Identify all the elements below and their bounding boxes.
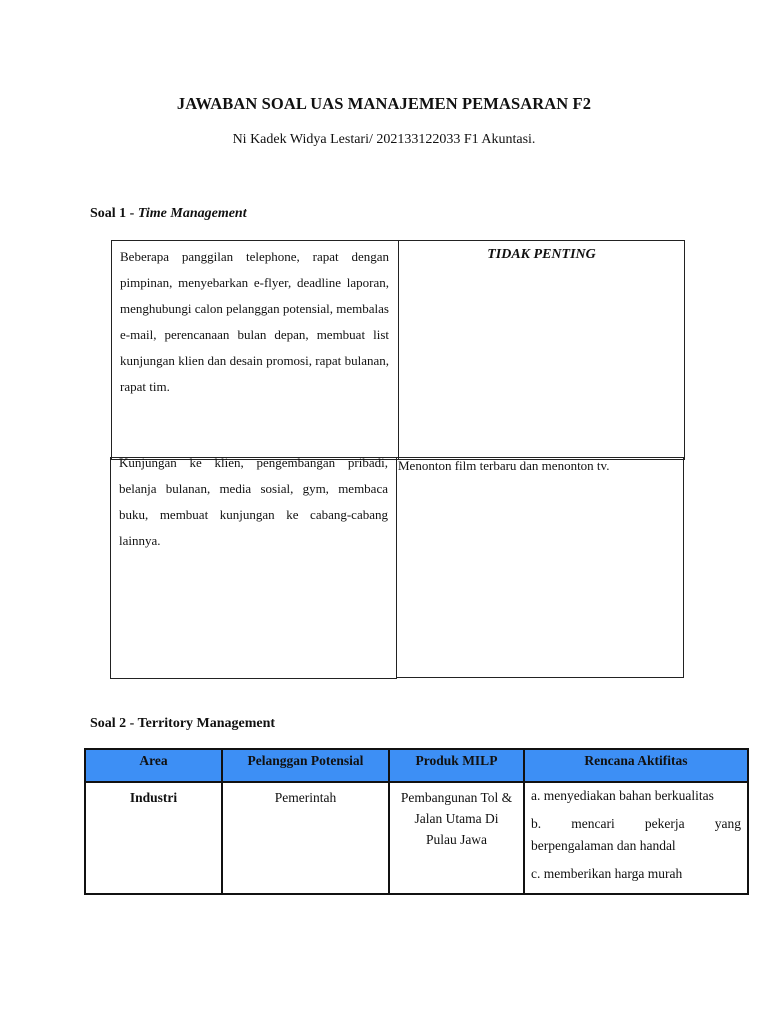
quadrant-top-right-heading: TIDAK PENTING xyxy=(487,247,596,262)
list-item: b. mencari pekerja yang berpengalaman dan handal xyxy=(531,816,741,853)
cell-produk-text: Pembangunan Tol & Jalan Utama Di Pulau Jawa xyxy=(400,790,513,847)
column-header-area: Area xyxy=(85,749,222,782)
territory-table xyxy=(84,748,749,895)
cell-aktifitas xyxy=(524,782,748,894)
quadrant-top-left-text: Beberapa panggilan telephone, rapat dengan pimpinan, menyebarkan e-flyer, deadline laporan, menghubungi calon pelanggan potensial, membalas e-mail, perencanaan bulan depan, membuat list kunjungan klien dan desain promosi, rapat bulanan, rapat tim. xyxy=(120,249,389,394)
column-header-pelanggan: Pelanggan Potensial xyxy=(222,749,389,782)
quadrant-bottom-left xyxy=(110,457,397,679)
quadrant-top-right xyxy=(398,240,685,460)
list-item: c. memberikan harga murah xyxy=(531,866,683,881)
cell-pelanggan-text: Pemerintah xyxy=(274,790,337,805)
cell-produk xyxy=(389,782,524,894)
soal2-heading: Soal 2 - Territory Management xyxy=(90,716,276,731)
cell-pelanggan xyxy=(222,782,389,894)
quadrant-top-left xyxy=(111,240,399,460)
column-header-produk: Produk MILP xyxy=(389,749,524,782)
soal1-heading-topic: Time Management xyxy=(137,206,247,221)
quadrant-bottom-left-text: Kunjungan ke klien, pengembangan pribadi, belanja bulanan, media sosial, gym, membaca buku, membuat kunjungan ke cabang-cabang lainnya. xyxy=(119,455,388,548)
column-header-aktifitas: Rencana Aktifitas xyxy=(524,749,748,782)
quadrant-bottom-right-text: Menonton film terbaru dan menonton tv. xyxy=(398,458,610,473)
cell-area xyxy=(85,782,222,894)
cell-area-text: Industri xyxy=(129,790,178,805)
document-subtitle: Ni Kadek Widya Lestari/ 202133122033 F1 Akuntasi. xyxy=(232,132,536,147)
list-item: a. menyediakan bahan berkualitas xyxy=(531,788,714,803)
table-header-row xyxy=(85,749,748,782)
soal1-heading xyxy=(90,206,247,222)
quadrant-bottom-right xyxy=(396,457,684,678)
activity-list xyxy=(525,783,747,885)
table-row xyxy=(85,782,748,894)
soal1-heading-prefix: Soal 1 - xyxy=(90,206,138,221)
document-title: JAWABAN SOAL UAS MANAJEMEN PEMASARAN F2 xyxy=(176,94,592,113)
